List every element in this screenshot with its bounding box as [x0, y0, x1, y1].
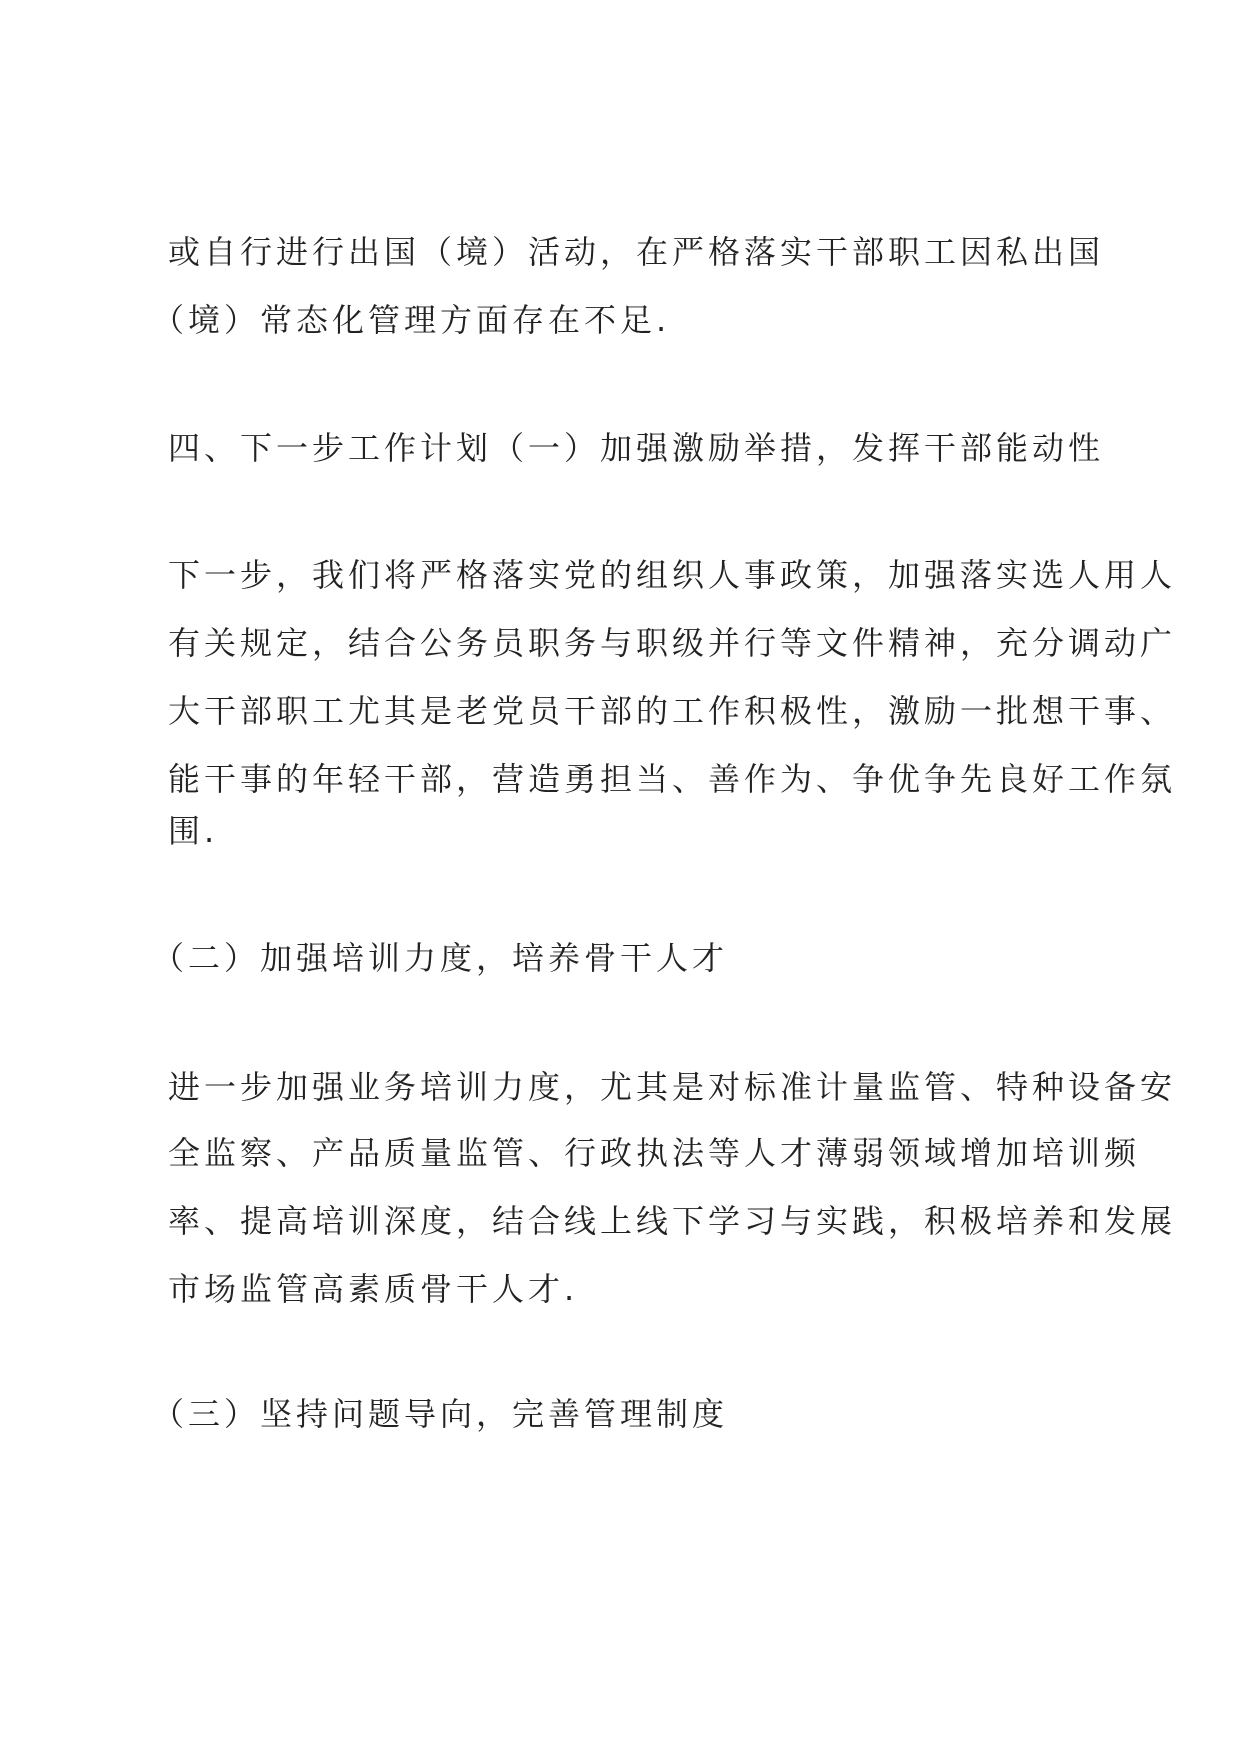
paragraph-line-5: 大干部职工尤其是老党员干部的工作积极性，激励一批想干事、 [168, 692, 1177, 730]
paragraph-line-9: 全监察、产品质量监管、行政执法等人才薄弱领域增加培训频 [168, 1134, 1141, 1172]
paragraph-line-7: 围. [168, 812, 219, 850]
paragraph-line-3: 下一步，我们将严格落实党的组织人事政策，加强落实选人用人 [168, 556, 1177, 594]
paragraph-line-1: 或自行进行出国（境）活动，在严格落实干部职工因私出国 [168, 233, 1105, 271]
paragraph-line-6: 能干事的年轻干部，营造勇担当、善作为、争优争先良好工作氛 [168, 760, 1177, 798]
paragraph-line-2: （境）常态化管理方面存在不足. [152, 301, 671, 339]
paragraph-line-4: 有关规定，结合公务员职务与职级并行等文件精神，充分调动广 [168, 624, 1177, 662]
subheading-two: （二）加强培训力度，培养骨干人才 [152, 939, 729, 977]
paragraph-line-11: 市场监管高素质骨干人才. [168, 1270, 579, 1308]
paragraph-line-10: 率、提高培训深度，结合线上线下学习与实践，积极培养和发展 [168, 1202, 1177, 1240]
paragraph-line-8: 进一步加强业务培训力度，尤其是对标准计量监管、特种设备安 [168, 1068, 1177, 1106]
subheading-three: （三）坚持问题导向，完善管理制度 [152, 1395, 729, 1433]
section-heading-four: 四、下一步工作计划（一）加强激励举措，发挥干部能动性 [168, 429, 1105, 467]
